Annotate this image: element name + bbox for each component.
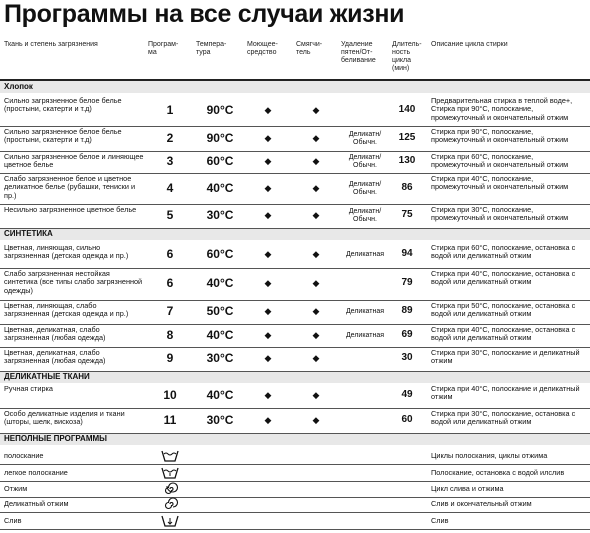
row-stain-removal: Деликатн/ Обычн. — [348, 180, 382, 196]
row-divider — [0, 529, 590, 530]
detergent-diamond-icon: ◆ — [264, 132, 272, 143]
row-duration: 69 — [401, 328, 413, 340]
partial-program-description: Слив и окончательный отжим — [431, 499, 532, 508]
partial-program-name: полоскание — [4, 451, 44, 460]
partial-program-description: Полоскание, остановка с водой илслив — [431, 468, 565, 477]
row-program-number: 4 — [166, 180, 174, 195]
row-temperature: 40°C — [206, 180, 234, 195]
row-divider — [0, 371, 590, 372]
row-description: Стирка при 50°C, полоскание, остановка с водой или деликатный отжим — [431, 301, 576, 319]
header-detergent: Моющее-средство — [247, 41, 278, 56]
row-fabric: Особо деликатные изделия и ткани (шторы, шелк, вискоза) — [4, 409, 125, 427]
row-description: Стирка при 30°C, полоскание, остановка с водой или деликатный отжим — [431, 409, 576, 427]
row-temperature: 60°C — [206, 247, 234, 261]
header-temperature: Темпера-тура — [196, 41, 227, 56]
row-temperature: 40°C — [206, 276, 234, 290]
partial-program-name: Отжим — [4, 484, 28, 493]
softener-diamond-icon: ◆ — [312, 353, 320, 363]
detergent-diamond-icon: ◆ — [264, 210, 272, 220]
row-stain-removal: Деликатная — [345, 251, 385, 258]
softener-diamond-icon: ◆ — [312, 278, 320, 288]
row-program-number: 6 — [166, 247, 174, 261]
detergent-diamond-icon: ◆ — [264, 249, 272, 259]
row-description: Стирка при 30°C, полоскание и деликатный отжим — [431, 348, 580, 366]
row-divider — [0, 481, 590, 482]
partial-program-description: Циклы полоскания, циклы отжима — [431, 451, 548, 460]
row-fabric: Сильно загрязненное белое и линяющее цветное белье — [4, 152, 144, 170]
row-program-number: 3 — [166, 154, 174, 168]
row-duration: 94 — [401, 248, 413, 259]
row-divider — [0, 433, 590, 434]
softener-diamond-icon: ◆ — [312, 329, 320, 340]
row-fabric: Сильно загрязненное белое белье (простыни, скатерти и т.д) — [4, 127, 122, 145]
section-synthetics: СИНТЕТИКА — [0, 228, 590, 240]
header-duration: Длитель-ность цикла (мин) — [392, 41, 422, 72]
row-description: Стирка при 40°C, полоскание, остановка с водой или деликатный отжим — [431, 325, 576, 343]
detergent-diamond-icon: ◆ — [264, 182, 272, 193]
row-temperature: 30°C — [206, 351, 234, 365]
partial-program-description: Цикл слива и отжима — [431, 484, 504, 493]
row-fabric: Цветная, линяющая, сильно загрязненная (детская одежда и пр.) — [4, 243, 129, 261]
row-stain-removal: Деликатн/ Обычн. — [348, 208, 382, 223]
row-description: Предварительная стирка в теплой воде+, Стирка при 90°C, полоскание, промежуточный и окончательный отжим — [431, 96, 573, 122]
row-duration: 89 — [401, 305, 413, 316]
softener-diamond-icon: ◆ — [312, 182, 320, 193]
row-program-number: 8 — [166, 327, 174, 342]
softener-diamond-icon: ◆ — [312, 132, 320, 143]
partial-program-name: легкое полоскание — [4, 468, 68, 477]
header-program: Програм-ма — [148, 41, 179, 56]
page-title: Программы на все случаи жизни — [4, 0, 405, 28]
row-fabric: Слабо загрязненное белое и цветное деликатное белье (рубашки, тениски и пр.) — [4, 174, 136, 200]
softener-diamond-icon: ◆ — [312, 306, 320, 316]
row-description: Стирка при 60°C, полоскание, промежуточный и окончательный отжим — [431, 152, 569, 170]
row-program-number: 1 — [166, 102, 174, 117]
row-fabric: Цветная, деликатная, слабо загрязненная (любая одежда) — [4, 325, 106, 343]
row-duration: 75 — [401, 209, 413, 220]
header-stain-removal: Удаление пятен/От-беливание — [341, 41, 376, 64]
header-fabric: Ткань и степень загрязнения — [4, 41, 98, 48]
softener-diamond-icon: ◆ — [312, 414, 320, 425]
softener-diamond-icon: ◆ — [312, 210, 320, 220]
partial-program-description: Слив — [431, 516, 449, 525]
row-duration: 125 — [398, 131, 416, 143]
row-fabric: Цветная, деликатная, слабо загрязненная (любая одежда) — [4, 348, 106, 366]
row-stain-removal: Деликатная — [345, 308, 385, 315]
partial-program-name: Деликатный отжим — [4, 499, 69, 508]
row-description: Стирка при 40°C, полоскание, остановка с водой или деликатный отжим — [431, 269, 576, 287]
row-temperature: 90°C — [206, 130, 234, 145]
section-partial-programs: НЕПОЛНЫЕ ПРОГРАММЫ — [0, 433, 590, 445]
row-temperature: 40°C — [206, 387, 234, 402]
detergent-diamond-icon: ◆ — [264, 329, 272, 340]
softener-diamond-icon: ◆ — [312, 104, 320, 115]
row-duration: 140 — [398, 103, 416, 115]
partial-program-name: Слив — [4, 516, 22, 525]
row-divider — [0, 228, 590, 229]
row-program-number: 11 — [163, 412, 177, 427]
row-program-number: 6 — [166, 276, 174, 290]
detergent-diamond-icon: ◆ — [264, 414, 272, 425]
row-description: Стирка при 30°C, полоскание, промежуточный и окончательный отжим — [431, 205, 569, 223]
row-program-number: 5 — [166, 208, 174, 222]
row-duration: 49 — [401, 388, 413, 400]
softener-diamond-icon: ◆ — [312, 249, 320, 259]
row-fabric: Цветная, линяющая, слабо загрязненная (детская одежда и пр.) — [4, 301, 129, 319]
row-fabric: Слабо загрязненная нестойкая синтетика (все типы слабо загрязненной одежды) — [4, 269, 143, 295]
row-duration: 130 — [398, 155, 416, 166]
row-fabric: Сильно загрязненное белое белье (простыни, скатерти и т.д) — [4, 96, 122, 114]
row-divider — [0, 497, 590, 498]
detergent-diamond-icon: ◆ — [264, 306, 272, 316]
detergent-diamond-icon: ◆ — [264, 104, 272, 115]
row-description: Стирка при 40°C, полоскание, промежуточный и окончательный отжим — [431, 174, 569, 192]
row-divider — [0, 512, 590, 513]
row-stain-removal: Деликатн/ Обычн. — [348, 130, 382, 146]
row-temperature: 40°C — [206, 327, 234, 342]
softener-diamond-icon: ◆ — [312, 156, 320, 166]
row-program-number: 10 — [163, 387, 177, 402]
drain-basin-icon — [161, 514, 179, 533]
row-fabric: Ручная стирка — [4, 384, 53, 393]
header-description: Описание цикла стирки — [431, 41, 508, 48]
section-delicate: ДЕЛИКАТНЫЕ ТКАНИ — [0, 371, 590, 383]
row-divider — [0, 464, 590, 465]
row-duration: 79 — [401, 277, 413, 288]
detergent-diamond-icon: ◆ — [264, 353, 272, 363]
row-temperature: 90°C — [206, 102, 234, 117]
row-description: Стирка при 40°C, полоскание и деликатный отжим — [431, 384, 580, 402]
detergent-diamond-icon: ◆ — [264, 156, 272, 166]
header-softener: Смягчи-тель — [296, 41, 323, 56]
detergent-diamond-icon: ◆ — [264, 389, 272, 400]
softener-diamond-icon: ◆ — [312, 389, 320, 400]
row-description: Стирка при 90°C, полоскание, промежуточный и окончательный отжим — [431, 127, 569, 145]
row-description: Стирка при 60°C, полоскание, остановка с водой или деликатный отжим — [431, 243, 576, 261]
row-duration: 60 — [401, 413, 413, 425]
row-fabric: Несильно загрязненное цветное белье — [4, 205, 137, 214]
row-program-number: 2 — [166, 130, 174, 145]
row-temperature: 30°C — [206, 208, 234, 222]
row-stain-removal: Деликатная — [345, 331, 385, 339]
row-temperature: 60°C — [206, 154, 234, 168]
row-temperature: 50°C — [206, 304, 234, 318]
row-duration: 86 — [401, 181, 413, 193]
row-temperature: 30°C — [206, 412, 234, 427]
row-program-number: 7 — [166, 304, 174, 318]
row-duration: 30 — [401, 352, 413, 363]
row-stain-removal: Деликатн/ Обычн. — [348, 154, 382, 169]
detergent-diamond-icon: ◆ — [264, 278, 272, 288]
row-program-number: 9 — [166, 351, 174, 365]
section-cotton: Хлопок — [0, 81, 590, 93]
